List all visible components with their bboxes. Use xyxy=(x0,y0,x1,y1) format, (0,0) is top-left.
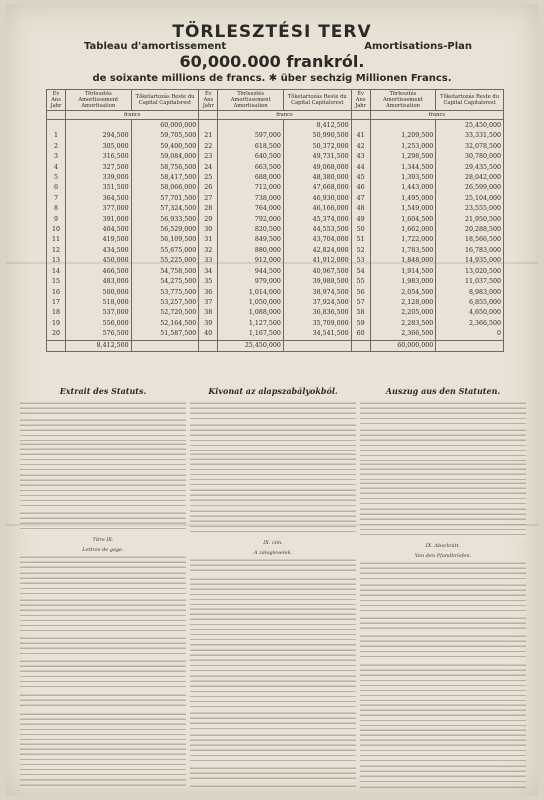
amortization-cell: 820,500 xyxy=(218,225,284,235)
remaining-capital-cell: 59,705,500 xyxy=(131,131,199,141)
table-row xyxy=(47,267,504,277)
amortization-cell: 1,014,000 xyxy=(218,288,284,298)
year-cell: 11 xyxy=(47,235,66,245)
remaining-capital-cell: 45,374,000 xyxy=(283,215,351,225)
remaining-capital-cell: 54,275,500 xyxy=(131,277,199,287)
statute-article-placeholder xyxy=(20,571,186,596)
year-cell: 49 xyxy=(351,215,370,225)
remaining-capital-cell: 49,068,000 xyxy=(283,163,351,173)
amortization-cell: 738,000 xyxy=(218,194,284,204)
remaining-capital-cell: 42,824,000 xyxy=(283,246,351,256)
year-cell: 41 xyxy=(351,131,370,141)
totals-blank xyxy=(351,340,370,351)
currency-blank xyxy=(199,111,218,120)
year-cell: 50 xyxy=(351,225,370,235)
statute-article-placeholder xyxy=(20,636,186,657)
table-row xyxy=(47,131,504,141)
amortization-table xyxy=(46,89,504,352)
remaining-capital-cell: 34,541,500 xyxy=(283,329,351,340)
statute-article-placeholder xyxy=(360,634,526,661)
year-cell: 7 xyxy=(47,194,66,204)
year-cell: 42 xyxy=(351,142,370,152)
year-cell: 18 xyxy=(47,308,66,318)
amortization-cell: 483,000 xyxy=(66,277,132,287)
remaining-capital-cell: 35,709,000 xyxy=(283,319,351,329)
statute-article-placeholder xyxy=(20,693,186,710)
year-cell: 47 xyxy=(351,194,370,204)
document-sheet xyxy=(6,4,538,796)
header-year: Év Ans Jahr xyxy=(47,90,66,111)
remaining-capital-cell: 14,935,000 xyxy=(436,256,504,266)
currency-blank xyxy=(47,111,66,120)
year-cell: 15 xyxy=(47,277,66,287)
statute-article-placeholder xyxy=(20,442,186,472)
remaining-capital-cell: 46,166,000 xyxy=(283,204,351,214)
table-row xyxy=(47,163,504,173)
year-cell: 60 xyxy=(351,329,370,340)
table-row xyxy=(47,329,504,340)
year-cell: 32 xyxy=(199,246,218,256)
remaining-capital-cell: 41,912,000 xyxy=(283,256,351,266)
statute-article-placeholder xyxy=(190,558,356,575)
amortization-cell: 792,000 xyxy=(218,215,284,225)
statute-article-placeholder xyxy=(20,598,186,634)
year-cell: 4 xyxy=(47,163,66,173)
remaining-capital-cell: 6,855,000 xyxy=(436,298,504,308)
amortization-cell: 556,000 xyxy=(66,319,132,329)
remaining-capital-cell: 44,553,500 xyxy=(283,225,351,235)
remaining-capital-cell: 53,775,500 xyxy=(131,288,199,298)
column-total: 60,000,000 xyxy=(370,340,436,351)
remaining-capital-cell: 20,288,500 xyxy=(436,225,504,235)
year-cell: 36 xyxy=(199,288,218,298)
amortization-cell: 339,000 xyxy=(66,173,132,183)
amortization-cell: 316,500 xyxy=(66,152,132,162)
statute-article-placeholder xyxy=(20,555,186,569)
statute-article-placeholder xyxy=(360,728,526,762)
year-cell: 31 xyxy=(199,235,218,245)
remaining-capital-cell: 53,257,500 xyxy=(131,298,199,308)
statute-article-placeholder xyxy=(190,509,356,536)
amortization-cell: 663,500 xyxy=(218,163,284,173)
currency-blank xyxy=(351,111,370,120)
statutes-hungarian-column xyxy=(190,386,356,788)
amortization-cell: 1,662,000 xyxy=(370,225,436,235)
statute-article-placeholder xyxy=(190,674,356,709)
remaining-capital-cell: 56,109,500 xyxy=(131,235,199,245)
remaining-capital-cell: 16,783,000 xyxy=(436,246,504,256)
remaining-capital-cell: 57,324,500 xyxy=(131,204,199,214)
amortization-cell: 391,000 xyxy=(66,215,132,225)
remaining-capital-cell: 50,372,000 xyxy=(283,142,351,152)
year-cell: 2 xyxy=(47,142,66,152)
remaining-capital-cell: 47,668,000 xyxy=(283,183,351,193)
header-amortization: Törlesztés Amortissement Amortisation xyxy=(66,90,132,111)
statute-article-placeholder xyxy=(20,418,186,441)
section-title-de: IX. Abschnitt. xyxy=(425,543,461,549)
remaining-capital-cell: 59,084,000 xyxy=(131,152,199,162)
year-cell: 22 xyxy=(199,142,218,152)
remaining-capital-cell: 59,400,500 xyxy=(131,142,199,152)
statute-article-placeholder xyxy=(360,428,526,461)
statute-article-placeholder xyxy=(20,783,186,788)
table-row xyxy=(47,142,504,152)
statute-article-placeholder xyxy=(190,423,356,451)
amortization-cell: 880,000 xyxy=(218,246,284,256)
amortization-cell: 1,298,500 xyxy=(370,152,436,162)
amortization-cell: 2,366,500 xyxy=(370,329,436,340)
statute-article-placeholder xyxy=(360,507,526,539)
loan-amount-subtitle: de soixante millions de francs. ✱ über sechzig Millionen Francs. xyxy=(92,73,452,84)
year-cell: 58 xyxy=(351,308,370,318)
statute-article-placeholder xyxy=(360,764,526,783)
totals-blank xyxy=(47,340,66,351)
currency-label: francs xyxy=(370,111,503,120)
remaining-capital-cell: 58,066,000 xyxy=(131,183,199,193)
amortization-cell: 1,209,500 xyxy=(370,131,436,141)
year-cell: 20 xyxy=(47,329,66,340)
amortization-cell: 764,000 xyxy=(218,204,284,214)
amortization-cell: 1,050,000 xyxy=(218,298,284,308)
statute-article-placeholder xyxy=(360,616,526,632)
amortization-cell: 1,344,500 xyxy=(370,163,436,173)
remaining-capital-cell: 56,933,500 xyxy=(131,215,199,225)
amortization-cell: 2,054,500 xyxy=(370,288,436,298)
table-row xyxy=(47,183,504,193)
amortization-cell: 979,000 xyxy=(218,277,284,287)
column-total: 25,450,000 xyxy=(218,340,284,351)
header-remaining-capital: Tőketartozás Reste du Capital Capitalsrest xyxy=(283,90,351,111)
amortization-cell: 597,000 xyxy=(218,131,284,141)
remaining-capital-cell: 52,164,500 xyxy=(131,319,199,329)
year-cell: 56 xyxy=(351,288,370,298)
statute-article-placeholder xyxy=(360,462,526,480)
totals-blank xyxy=(131,340,199,351)
remaining-capital-cell: 23,555,000 xyxy=(436,204,504,214)
year-cell: 33 xyxy=(199,256,218,266)
year-cell: 48 xyxy=(351,204,370,214)
year-cell: 40 xyxy=(199,329,218,340)
totals-row xyxy=(47,340,504,351)
remaining-capital-cell: 32,078,500 xyxy=(436,142,504,152)
statute-article-placeholder xyxy=(360,703,526,726)
totals-blank xyxy=(283,340,351,351)
statute-article-placeholder xyxy=(360,401,526,427)
loan-amount: 60,000.000 frankról. xyxy=(179,52,365,71)
remaining-capital-cell: 28,042,000 xyxy=(436,173,504,183)
subtitle-german: Amortisations-Plan xyxy=(364,41,472,52)
remaining-capital-cell: 29,435,500 xyxy=(436,163,504,173)
amortization-cell: 305,000 xyxy=(66,142,132,152)
table-row xyxy=(47,288,504,298)
remaining-capital-cell: 46,930,000 xyxy=(283,194,351,204)
remaining-capital-cell: 56,529,000 xyxy=(131,225,199,235)
year-cell: 25 xyxy=(199,173,218,183)
remaining-capital-cell: 37,924,500 xyxy=(283,298,351,308)
amortization-cell: 434,500 xyxy=(66,246,132,256)
year-cell: 13 xyxy=(47,256,66,266)
subtitle-french: Tableau d'amortissement xyxy=(84,41,227,52)
statute-article-placeholder xyxy=(360,561,526,581)
amortization-cell: 712,000 xyxy=(218,183,284,193)
amortization-cell: 364,500 xyxy=(66,194,132,204)
amortization-cell: 1,549,000 xyxy=(370,204,436,214)
header-amortization: Törlesztés Amortissement Amortisation xyxy=(218,90,284,111)
carry-forward-3: 25,450,000 xyxy=(436,120,504,132)
statutes-hungarian-heading: Kivonat az alapszabályokból. xyxy=(208,386,338,396)
table-row xyxy=(47,308,504,318)
year-cell: 10 xyxy=(47,225,66,235)
year-cell: 6 xyxy=(47,183,66,193)
header-year: Év Ans Jahr xyxy=(351,90,370,111)
header-year: Év Ans Jahr xyxy=(199,90,218,111)
year-cell: 17 xyxy=(47,298,66,308)
year-cell: 9 xyxy=(47,215,66,225)
statutes-french-heading: Extrait des Statuts. xyxy=(59,386,147,396)
statute-article-placeholder xyxy=(190,711,356,731)
amortization-cell: 688,000 xyxy=(218,173,284,183)
amortization-cell: 450,000 xyxy=(66,256,132,266)
remaining-capital-cell: 51,587,500 xyxy=(131,329,199,340)
amortization-cell: 377,000 xyxy=(66,204,132,214)
section-title-hu: IX. cím. xyxy=(263,540,283,546)
amortization-cell: 537,000 xyxy=(66,308,132,318)
remaining-capital-cell: 18,566,500 xyxy=(436,235,504,245)
column-total: 8,412,500 xyxy=(66,340,132,351)
totals-blank xyxy=(436,340,504,351)
statute-article-placeholder xyxy=(360,663,526,701)
year-cell: 16 xyxy=(47,288,66,298)
year-cell: 55 xyxy=(351,277,370,287)
amortization-cell: 1,253,000 xyxy=(370,142,436,152)
amortization-cell: 1,088,000 xyxy=(218,308,284,318)
amortization-cell: 912,000 xyxy=(218,256,284,266)
year-cell: 37 xyxy=(199,298,218,308)
year-cell: 46 xyxy=(351,183,370,193)
remaining-capital-cell: 54,758,500 xyxy=(131,267,199,277)
year-cell: 19 xyxy=(47,319,66,329)
year-cell: 29 xyxy=(199,215,218,225)
year-cell: 59 xyxy=(351,319,370,329)
statute-article-placeholder xyxy=(190,766,356,782)
year-cell: 5 xyxy=(47,173,66,183)
amortization-cell: 1,127,500 xyxy=(218,319,284,329)
currency-row xyxy=(47,111,504,120)
year-cell: 12 xyxy=(47,246,66,256)
remaining-capital-cell: 57,701,500 xyxy=(131,194,199,204)
remaining-capital-cell: 0 xyxy=(436,329,504,340)
year-cell: 24 xyxy=(199,163,218,173)
table-row xyxy=(47,319,504,329)
amortization-cell: 466,500 xyxy=(66,267,132,277)
amortization-cell: 327,500 xyxy=(66,163,132,173)
remaining-capital-cell: 38,974,500 xyxy=(283,288,351,298)
statute-article-placeholder xyxy=(360,583,526,614)
amortization-cell: 294,500 xyxy=(66,131,132,141)
statute-article-placeholder xyxy=(190,401,356,422)
table-row xyxy=(47,235,504,245)
remaining-capital-cell: 4,650,000 xyxy=(436,308,504,318)
statute-article-placeholder xyxy=(190,648,356,672)
amortization-cell: 1,848,000 xyxy=(370,256,436,266)
remaining-capital-cell: 43,704,000 xyxy=(283,235,351,245)
amortization-cell: 1,914,500 xyxy=(370,267,436,277)
header-amortization: Törlesztés Amortissement Amortisation xyxy=(370,90,436,111)
statutes-french-column xyxy=(20,386,186,788)
year-cell: 27 xyxy=(199,194,218,204)
amortization-cell: 351,500 xyxy=(66,183,132,193)
year-cell: 44 xyxy=(351,163,370,173)
amortization-cell: 1,783,500 xyxy=(370,246,436,256)
remaining-capital-cell: 58,417,500 xyxy=(131,173,199,183)
statute-article-placeholder xyxy=(20,473,186,510)
amortization-cell: 1,495,000 xyxy=(370,194,436,204)
year-cell: 57 xyxy=(351,298,370,308)
year-cell: 23 xyxy=(199,152,218,162)
amortization-cell: 1,167,500 xyxy=(218,329,284,340)
amortization-cell: 419,500 xyxy=(66,235,132,245)
remaining-capital-cell: 40,967,500 xyxy=(283,267,351,277)
currency-label: francs xyxy=(66,111,199,120)
table-row xyxy=(47,173,504,183)
amortization-cell: 518,000 xyxy=(66,298,132,308)
statute-article-placeholder xyxy=(190,784,356,788)
remaining-capital-cell: 2,366,500 xyxy=(436,319,504,329)
amortization-cell: 849,500 xyxy=(218,235,284,245)
amortization-cell: 1,722,000 xyxy=(370,235,436,245)
year-cell: 34 xyxy=(199,267,218,277)
statute-article-placeholder xyxy=(360,481,526,506)
statutes-german-column xyxy=(360,386,526,788)
header-remaining-capital: Tőketartozás Reste du Capital Capitalsrest xyxy=(436,90,504,111)
remaining-capital-cell: 11,037,500 xyxy=(436,277,504,287)
remaining-capital-cell: 36,836,500 xyxy=(283,308,351,318)
year-cell: 8 xyxy=(47,204,66,214)
table-row xyxy=(47,194,504,204)
year-cell: 52 xyxy=(351,246,370,256)
statutes-german-heading: Auszug aus den Statuten. xyxy=(385,386,501,396)
section-subtitle-fr: Lettres de gage. xyxy=(82,547,124,553)
year-cell: 51 xyxy=(351,235,370,245)
remaining-capital-cell: 52,720,500 xyxy=(131,308,199,318)
amortization-cell: 2,205,000 xyxy=(370,308,436,318)
year-cell: 3 xyxy=(47,152,66,162)
amortization-cell: 2,128,000 xyxy=(370,298,436,308)
section-subtitle-de: Von den Pfandbriefen. xyxy=(414,553,472,559)
amortization-cell: 500,000 xyxy=(66,288,132,298)
statute-article-placeholder xyxy=(20,401,186,417)
statute-article-placeholder xyxy=(190,452,356,487)
remaining-capital-cell: 50,990,500 xyxy=(283,131,351,141)
amortization-cell: 618,500 xyxy=(218,142,284,152)
statute-article-placeholder xyxy=(20,712,186,740)
statute-article-placeholder xyxy=(190,488,356,508)
remaining-capital-cell: 33,331,500 xyxy=(436,131,504,141)
remaining-capital-cell: 21,950,500 xyxy=(436,215,504,225)
remaining-capital-cell: 13,020,500 xyxy=(436,267,504,277)
amortization-cell: 1,604,500 xyxy=(370,215,436,225)
year-cell: 30 xyxy=(199,225,218,235)
amortization-cell: 640,500 xyxy=(218,152,284,162)
section-title-fr: Titre IX. xyxy=(92,537,114,543)
remaining-capital-cell: 30,780,000 xyxy=(436,152,504,162)
section-subtitle-hu: A záloglevelek. xyxy=(253,550,293,556)
table-header-row xyxy=(47,90,504,111)
totals-blank xyxy=(199,340,218,351)
year-cell: 14 xyxy=(47,267,66,277)
amortization-cell: 944,500 xyxy=(218,267,284,277)
year-cell: 1 xyxy=(47,131,66,141)
year-cell: 28 xyxy=(199,204,218,214)
year-cell: 45 xyxy=(351,173,370,183)
table-row xyxy=(47,204,504,214)
amortization-cell: 1,393,500 xyxy=(370,173,436,183)
table-row xyxy=(47,256,504,266)
carry-forward-2: 8,412,500 xyxy=(283,120,351,132)
statute-article-placeholder xyxy=(190,607,356,646)
remaining-capital-cell: 25,104,000 xyxy=(436,194,504,204)
remaining-capital-cell: 39,988,500 xyxy=(283,277,351,287)
statute-article-placeholder xyxy=(360,785,526,788)
table-row xyxy=(47,277,504,287)
table-row xyxy=(47,246,504,256)
remaining-capital-cell: 55,675,000 xyxy=(131,246,199,256)
opening-balance-row xyxy=(47,120,504,132)
table-row xyxy=(47,298,504,308)
year-cell: 38 xyxy=(199,308,218,318)
amortization-cell: 576,500 xyxy=(66,329,132,340)
statute-article-placeholder xyxy=(190,733,356,764)
amortization-cell: 404,500 xyxy=(66,225,132,235)
header-remaining-capital: Tőketartozás Reste du Capital Capitalsrest xyxy=(131,90,199,111)
currency-label: francs xyxy=(218,111,351,120)
remaining-capital-cell: 55,225,000 xyxy=(131,256,199,266)
page-title: TÖRLESZTÉSI TERV xyxy=(172,22,372,42)
statute-article-placeholder xyxy=(20,742,186,781)
year-cell: 54 xyxy=(351,267,370,277)
remaining-capital-cell: 48,380,000 xyxy=(283,173,351,183)
amortization-cell: 1,983,000 xyxy=(370,277,436,287)
statute-article-placeholder xyxy=(190,577,356,605)
statute-article-placeholder xyxy=(20,659,186,691)
remaining-capital-cell: 49,731,500 xyxy=(283,152,351,162)
year-cell: 53 xyxy=(351,256,370,266)
table-row xyxy=(47,215,504,225)
year-cell: 39 xyxy=(199,319,218,329)
year-cell: 43 xyxy=(351,152,370,162)
statute-article-placeholder xyxy=(20,511,186,533)
initial-balance: 60,000,000 xyxy=(131,120,199,132)
remaining-capital-cell: 58,756,500 xyxy=(131,163,199,173)
year-cell: 35 xyxy=(199,277,218,287)
amortization-cell: 2,283,500 xyxy=(370,319,436,329)
amortization-cell: 1,443,000 xyxy=(370,183,436,193)
remaining-capital-cell: 8,983,000 xyxy=(436,288,504,298)
year-cell: 26 xyxy=(199,183,218,193)
year-cell: 21 xyxy=(199,131,218,141)
remaining-capital-cell: 26,599,000 xyxy=(436,183,504,193)
table-row xyxy=(47,225,504,235)
table-row xyxy=(47,152,504,162)
